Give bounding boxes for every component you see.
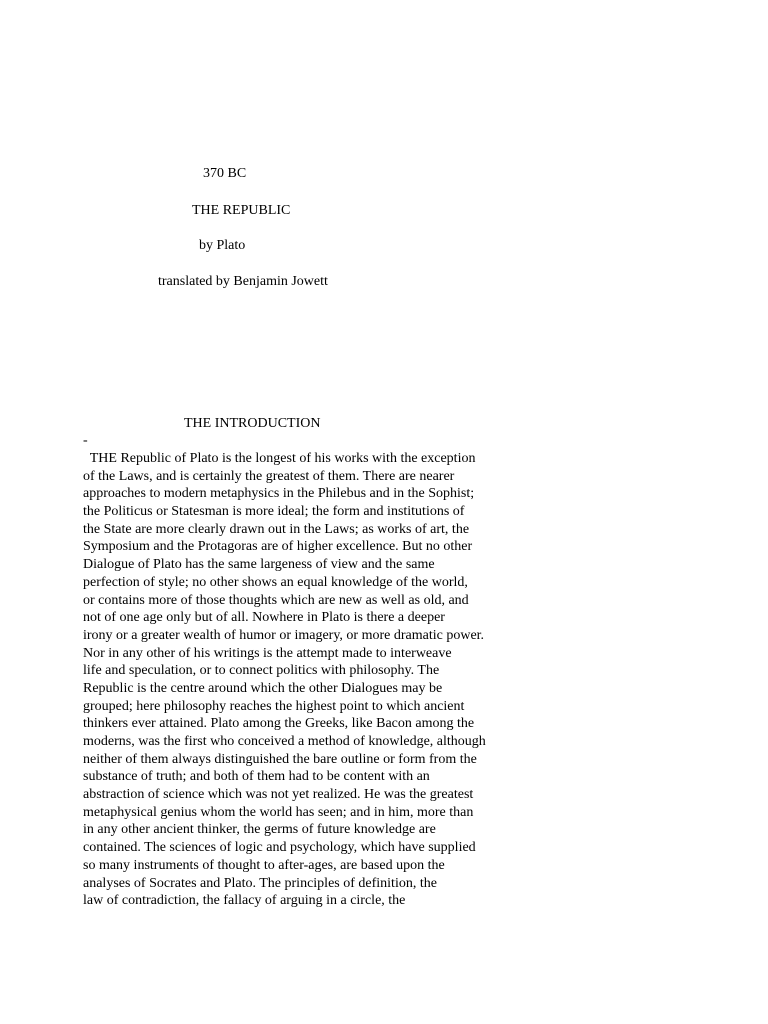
body-line: analyses of Socrates and Plato. The principles of definition, the [83,875,437,891]
body-line: perfection of style; no other shows an equal knowledge of the world, [83,574,468,590]
date-line: 370 BC [203,166,247,181]
body-line: moderns, was the first who conceived a method of knowledge, although [83,734,486,749]
body-line: of the Laws, and is certainly the greatest of them. There are nearer [83,468,455,484]
body-line: law of contradiction, the fallacy of arguing in a circle, the [83,893,406,909]
body-line: not of one age only but of all. Nowhere in Plato is there a deeper [83,610,445,626]
body-line: Republic is the centre around which the other Dialogues may be [83,680,443,696]
body-line: so many instruments of thought to after-ages, are based upon the [83,857,445,873]
body-line: in any other ancient thinker, the germs of future knowledge are [83,822,436,838]
body-line: Dialogue of Plato has the same largeness of view and the same [83,557,435,573]
dash-marker: - [83,433,88,448]
book-title: THE REPUBLIC [192,203,291,218]
body-text [83,450,486,910]
body-line: Symposium and the Protagoras are of higher excellence. But no other [83,539,473,555]
body-line: life and speculation, or to connect politics with philosophy. The [83,663,440,679]
body-line: or contains more of those thoughts which are new as well as old, and [83,592,469,608]
body-line: substance of truth; and both of them had to be content with an [83,769,430,785]
body-line: metaphysical genius whom the world has seen; and in him, more than [83,804,474,820]
body-line: the Politicus or Statesman is more ideal; the form and institutions of [83,504,465,520]
translator-line: translated by Benjamin Jowett [158,274,328,289]
body-line: the State are more clearly drawn out in the Laws; as works of art, the [83,521,470,537]
body-line: approaches to modern metaphysics in the Philebus and in the Sophist; [83,486,475,502]
body-line: THE Republic of Plato is the longest of his works with the exception [83,451,476,466]
author-line: by Plato [199,238,246,253]
body-line: neither of them always distinguished the bare outline or form from the [83,751,477,767]
body-line: grouped; here philosophy reaches the highest point to which ancient [83,698,465,714]
body-line: abstraction of science which was not yet realized. He was the greatest [83,787,474,803]
section-heading: THE INTRODUCTION [184,416,321,431]
body-line: thinkers ever attained. Plato among the Greeks, like Bacon among the [83,716,475,732]
body-line: Nor in any other of his writings is the attempt made to interweave [83,645,452,661]
body-line: irony or a greater wealth of humor or imagery, or more dramatic power. [83,627,485,643]
body-line: contained. The sciences of logic and psychology, which have supplied [83,840,476,856]
